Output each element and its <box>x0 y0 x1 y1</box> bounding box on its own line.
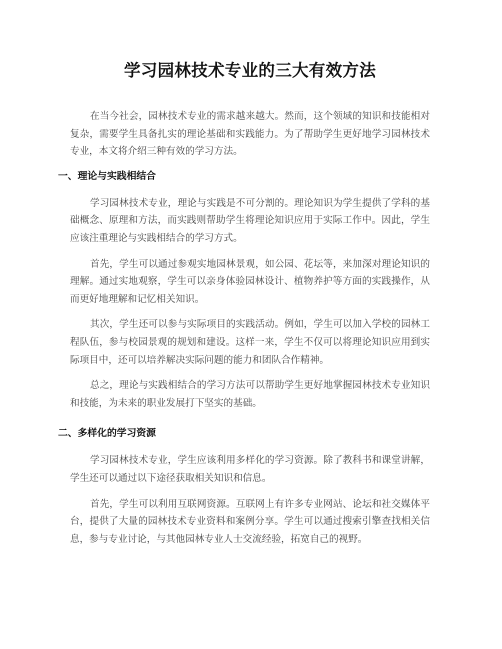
section-theory-practice <box>58 169 430 413</box>
section-paragraph: 学习园林技术专业，学生应该利用多样化的学习资源。除了教科书和课堂讲解，学生还可以通过以下途径获取相关知识和信息。 <box>70 455 430 484</box>
section-paragraph: 首先，学生可以通过参观实地园林景观，如公园、花坛等，来加深对理论知识的理解。通过实地观察，学生可以亲身体验园林设计、植物养护等方面的实践操作，从而更好地理解和记忆相关知识。 <box>70 258 430 305</box>
section-paragraph: 其次，学生还可以参与实际项目的实践活动。例如，学生可以加入学校的园林工程队伍，参与校园景观的规划和建设。这样一来，学生不仅可以将理论知识应用到实际项目中，还可以培养解决实际问题的能力和团队合作精神。 <box>70 319 430 366</box>
section-paragraph: 首先，学生可以利用互联网资源。互联网上有许多专业网站、论坛和社交媒体平台，提供了大量的园林技术专业资料和案例分享。学生可以通过搜索引擎查找相关信息，参与专业讨论，与其他园林专业人士交流经验，拓宽自己的视野。 <box>70 498 430 545</box>
document-title: 学习园林技术专业的三大有效方法 <box>124 61 376 80</box>
section-heading: 一、理论与实践相结合 <box>58 170 156 182</box>
section-paragraph: 总之，理论与实践相结合的学习方法可以帮助学生更好地掌握园林技术专业知识和技能，为未来的职业发展打下坚实的基础。 <box>70 380 430 409</box>
intro-paragraph: 在当今社会，园林技术专业的需求越来越大。然而，这个领域的知识和技能相对复杂，需要学生具备扎实的理论基础和实践能力。为了帮助学生更好地学习园林技术专业，本文将介绍三种有效的学习方法。 <box>70 111 430 158</box>
section-learning-resources <box>58 426 430 548</box>
section-paragraph: 学习园林技术专业，理论与实践是不可分割的。理论知识为学生提供了学科的基础概念、原理和方法，而实践则帮助学生将理论知识应用于实际工作中。因此，学生应该注重理论与实践相结合的学习方式。 <box>70 197 430 244</box>
section-heading: 二、多样化的学习资源 <box>58 428 156 440</box>
